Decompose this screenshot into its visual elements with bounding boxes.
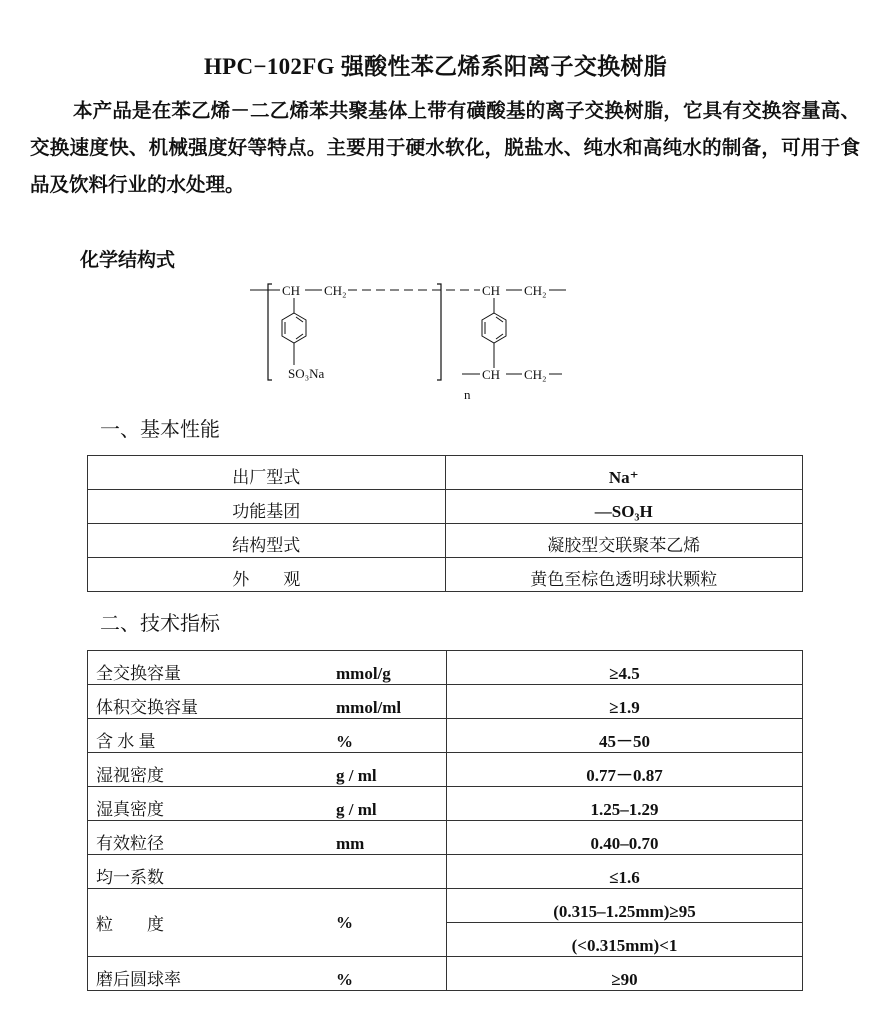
- spec-unit: %: [336, 719, 447, 753]
- table-row: [88, 787, 803, 821]
- table-row: [88, 957, 803, 991]
- structure-heading: 化学结构式: [80, 249, 176, 271]
- section-technical-heading: 二、技术指标: [100, 611, 220, 635]
- spec-unit: mm: [336, 821, 447, 855]
- benzene-ring-1: [282, 313, 306, 343]
- spec-value: ≥4.5: [447, 651, 803, 685]
- property-value: Na⁺: [445, 456, 803, 490]
- table-row: [88, 558, 803, 592]
- property-label: 出厂型式: [88, 456, 446, 490]
- formula-ch2-1: CH₂: [324, 283, 347, 298]
- spec-unit: g / ml: [336, 753, 447, 787]
- property-label: 外 观: [88, 558, 446, 592]
- spec-label: 含 水 量: [88, 719, 337, 753]
- spec-label: 体积交换容量: [88, 685, 337, 719]
- formula-ch-3: CH: [482, 367, 501, 382]
- basic-properties-table: [87, 455, 803, 592]
- formula-ch2-2: CH₂: [524, 283, 547, 298]
- property-label: 功能基团: [88, 490, 446, 524]
- spec-label: 湿真密度: [88, 787, 337, 821]
- benzene-ring-2: [482, 313, 506, 343]
- spec-label: 全交换容量: [88, 651, 337, 685]
- intro-paragraph: [30, 92, 860, 203]
- spec-value: 0.40–0.70: [447, 821, 803, 855]
- document-title: HPC−102FG 强酸性苯乙烯系阳离子交换树脂: [203, 54, 668, 79]
- table-row: [88, 651, 803, 685]
- spec-value: ≤1.6: [447, 855, 803, 889]
- table-row: [88, 719, 803, 753]
- table-row: [88, 524, 803, 558]
- section-basic-heading: 一、基本性能: [100, 417, 220, 441]
- spec-value: ≥1.9: [447, 685, 803, 719]
- spec-label: 湿视密度: [88, 753, 337, 787]
- spec-unit: mmol/ml: [336, 685, 447, 719]
- property-value: —SO₃H: [445, 490, 803, 524]
- table-row: [88, 490, 803, 524]
- spec-value: 0.77－0.87: [447, 753, 803, 787]
- table-row: [88, 855, 803, 889]
- spec-unit: [336, 855, 447, 889]
- table-row: [88, 456, 803, 490]
- spec-value: 1.25–1.29: [447, 787, 803, 821]
- table-row: [88, 821, 803, 855]
- formula-substituent: SO₃Na: [288, 366, 325, 381]
- spec-unit: g / ml: [336, 787, 447, 821]
- spec-label: 有效粒径: [88, 821, 337, 855]
- property-value: 黄色至棕色透明球状颗粒: [445, 558, 803, 592]
- spec-label: 粒 度: [88, 889, 337, 957]
- chemical-structure-formula: [250, 280, 570, 405]
- formula-ch-1: CH: [282, 283, 301, 298]
- spec-value: ≥90: [447, 957, 803, 991]
- spec-value: (<0.315mm)<1: [447, 923, 803, 957]
- property-value: 凝胶型交联聚苯乙烯: [445, 524, 803, 558]
- formula-ch-2: CH: [482, 283, 501, 298]
- spec-unit: %: [336, 889, 447, 957]
- spec-value: 45－50: [447, 719, 803, 753]
- spec-value: (0.315–1.25mm)≥95: [447, 889, 803, 923]
- property-label: 结构型式: [88, 524, 446, 558]
- technical-specs-table: [87, 650, 803, 991]
- right-bracket: [437, 284, 441, 380]
- table-row-particle: [88, 889, 803, 923]
- spec-unit: mmol/g: [336, 651, 447, 685]
- spec-unit: %: [336, 957, 447, 991]
- formula-repeat-n: n: [464, 387, 471, 402]
- table-row: [88, 753, 803, 787]
- spec-label: 磨后圆球率: [88, 957, 337, 991]
- table-row: [88, 685, 803, 719]
- left-bracket: [268, 284, 272, 380]
- spec-label: 均一系数: [88, 855, 337, 889]
- intro-text: 本产品是在苯乙烯－二乙烯苯共聚基体上带有磺酸基的离子交换树脂，它具有交换容量高、交换速度快、机械强度好等特点。主要用于硬水软化，脱盐水、纯水和高纯水的制备，可用于食品及饮料行业的水处理。: [30, 99, 860, 196]
- formula-ch2-3: CH₂: [524, 367, 547, 382]
